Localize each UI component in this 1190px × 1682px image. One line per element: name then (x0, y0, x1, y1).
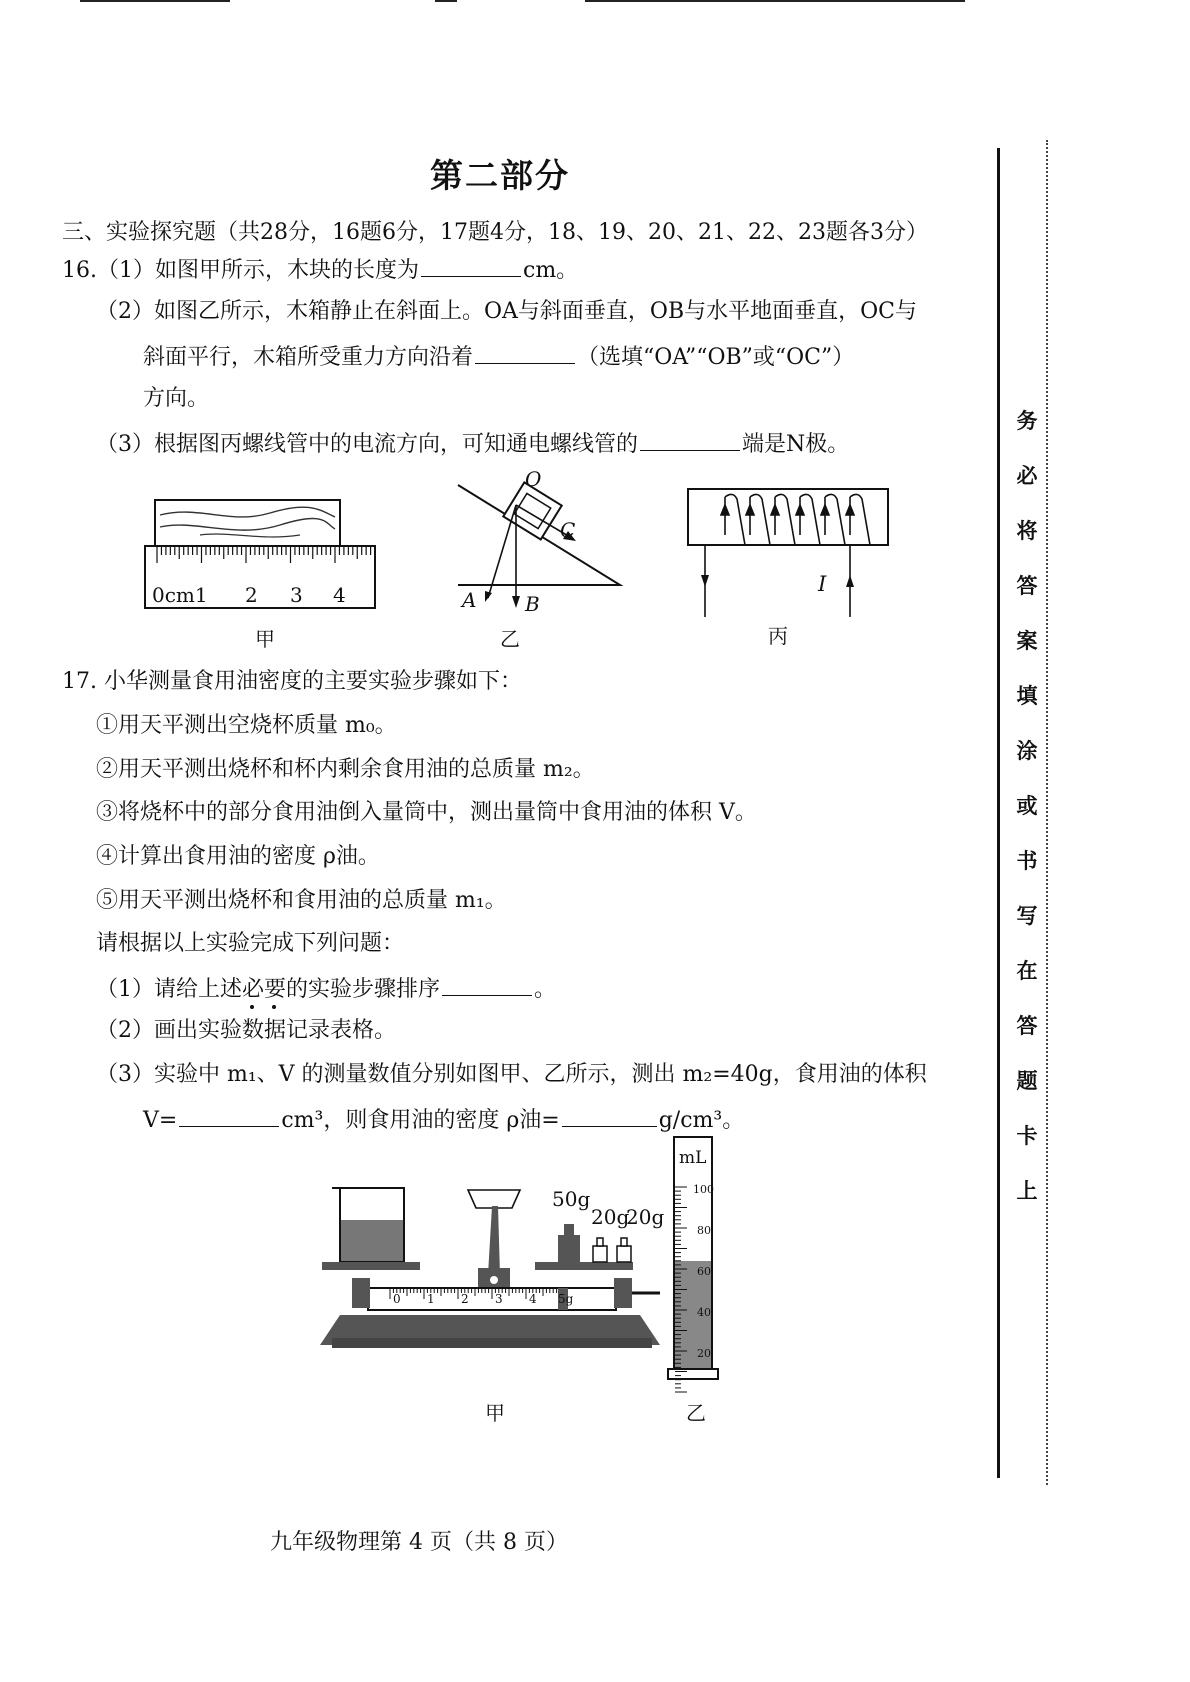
top-rule-left (80, 0, 230, 2)
q17-step-3: ③将烧杯中的部分食用油倒入量筒中，测出量筒中食用油的体积 V。 (96, 800, 757, 825)
current-i: I (818, 572, 827, 596)
fig-label-yi-2: 乙 (686, 1401, 706, 1425)
q17-intro: 17. 小华测量食用油密度的主要实验步骤如下： (62, 669, 522, 694)
side-notice-char: 在 (1016, 958, 1038, 983)
scale-label-4: 4 (529, 1292, 537, 1306)
q17-prompt: 请根据以上实验完成下列问题： (96, 931, 405, 956)
q17-sub2: （2）画出实验数据记录表格。 (96, 1018, 396, 1043)
q17-sub3-line2: V= cm³，则食用油的密度 ρ油= g/cm³。 (143, 1104, 744, 1136)
q16-part3: （3）根据图丙螺线管中的电流方向，可知通电螺线管的 端是N极。 (96, 428, 849, 460)
weight-label-20g-b: 20g (626, 1205, 665, 1229)
side-notice-char: 或 (1016, 793, 1038, 818)
top-rule-mid (435, 0, 457, 2)
q16-part2-line1: （2）如图乙所示，木箱静止在斜面上。OA与斜面垂直，OB与水平地面垂直，OC与 (96, 299, 917, 324)
scale-label-5g: 5g (558, 1292, 574, 1306)
section-heading: 三、实验探究题（共28分，16题6分，17题4分，18、19、20、21、22、23题各3分） (62, 220, 928, 245)
scale-label-0: 0 (393, 1292, 401, 1306)
fig-label-jia-2: 甲 (485, 1401, 505, 1425)
answer-blank (640, 428, 740, 451)
emphasis-dots-text: 必要 (242, 977, 286, 1002)
ruler-label-4: 4 (333, 583, 346, 607)
side-notice-char: 上 (1016, 1178, 1038, 1203)
answer-blank (475, 341, 575, 364)
incline-figure (450, 470, 630, 620)
side-notice-char: 将 (1016, 518, 1038, 543)
cylinder-unit: mL (679, 1148, 707, 1168)
ruler-label-3: 3 (290, 583, 303, 607)
cylinder-label-80: 80 (697, 1224, 711, 1237)
cylinder-label-60: 60 (697, 1265, 711, 1278)
side-notice-char: 书 (1016, 848, 1038, 873)
side-notice-char: 涂 (1016, 738, 1038, 763)
side-notice-char: 写 (1016, 903, 1038, 928)
q17-sub3-line1: （3）实验中 m₁、V 的测量数值分别如图甲、乙所示，测出 m₂=40g，食用油的体积 (96, 1062, 927, 1087)
answer-blank (179, 1104, 279, 1127)
answer-blank (421, 254, 521, 277)
point-o: O (525, 467, 542, 491)
answer-blank (442, 973, 532, 996)
weight-label-20g-a: 20g (591, 1205, 630, 1229)
q17-step-2: ②用天平测出烧杯和杯内剩余食用油的总质量 m₂。 (96, 757, 595, 782)
q16-part1: 16.（1）如图甲所示，木块的长度为 cm。 (62, 254, 578, 286)
q17-step-4: ④计算出食用油的密度 ρ油。 (96, 844, 380, 869)
fig-label-bing: 丙 (768, 624, 788, 648)
side-notice-char: 案 (1016, 628, 1038, 653)
q17-step-1: ①用天平测出空烧杯质量 m₀。 (96, 713, 397, 738)
side-notice-char: 答 (1016, 573, 1038, 598)
cylinder-label-20: 20 (697, 1347, 711, 1360)
side-notice-char: 卡 (1016, 1123, 1038, 1148)
ruler-label-0: 0cm1 (152, 583, 208, 607)
scale-label-3: 3 (495, 1292, 503, 1306)
binding-line (997, 148, 1000, 1478)
page-title: 第二部分 (430, 156, 570, 195)
fig-label-yi: 乙 (500, 627, 520, 651)
solenoid-figure (685, 487, 895, 617)
scale-label-1: 1 (427, 1292, 435, 1306)
side-notice-char: 务 (1016, 408, 1038, 433)
q16-part2-line2: 斜面平行，木箱所受重力方向沿着 （选填“OA”“OB”或“OC”） (143, 341, 854, 373)
cylinder-label-100: 100 (693, 1183, 714, 1196)
scale-label-2: 2 (461, 1292, 469, 1306)
q16-part2-line3: 方向。 (143, 386, 210, 411)
answer-blank (562, 1104, 657, 1127)
dotted-cut-line (1046, 140, 1048, 1485)
cylinder-label-40: 40 (697, 1306, 711, 1319)
point-b: B (525, 592, 540, 616)
point-c: C (560, 518, 576, 542)
side-notice-char: 填 (1016, 683, 1038, 708)
q17-step-5: ⑤用天平测出烧杯和食用油的总质量 m₁。 (96, 888, 507, 913)
side-notice-char: 题 (1016, 1068, 1038, 1093)
weight-label-50g: 50g (552, 1187, 591, 1211)
ruler-label-2: 2 (245, 583, 258, 607)
side-notice-char: 答 (1016, 1013, 1038, 1038)
point-a: A (462, 588, 477, 612)
page-footer: 九年级物理第 4 页（共 8 页） (270, 1530, 568, 1555)
fig-label-jia: 甲 (255, 627, 275, 651)
side-notice-char: 必 (1016, 463, 1038, 488)
top-rule-right (585, 0, 965, 2)
q17-sub1: （1）请给上述必要 的实验步骤排序 。 (96, 973, 556, 1005)
